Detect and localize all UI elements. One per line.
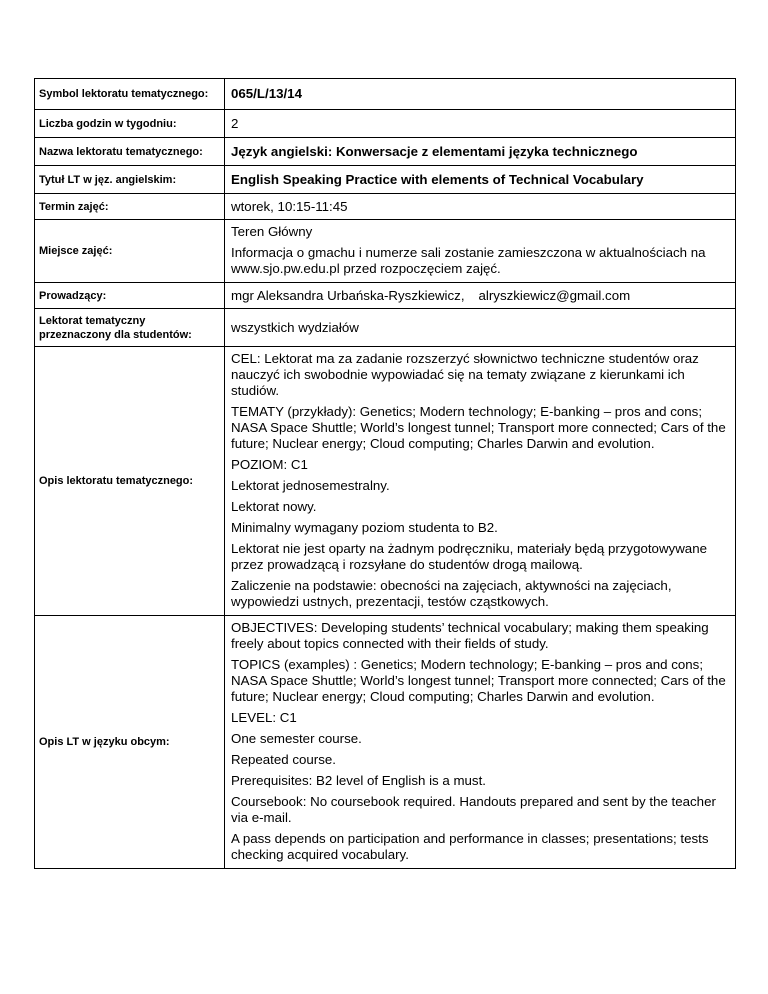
description-paragraph: Zaliczenie na podstawie: obecności na zajęciach, aktywności na zajęciach, wypowiedzi ustnych, prezentacji, testów cząstkowych. <box>231 578 672 609</box>
row-description-en <box>35 616 736 869</box>
row-description-pl <box>35 347 736 616</box>
label-description-en: Opis LT w języku obcym: <box>35 616 225 869</box>
label-description-pl: Opis lektoratu tematycznego: <box>35 347 225 616</box>
description-paragraph: POZIOM: C1 <box>231 457 308 472</box>
description-paragraph: Lektorat jednosemestralny. <box>231 478 390 493</box>
description-paragraph: Coursebook: No coursebook required. Handouts prepared and sent by the teacher via e-mail. <box>231 794 716 825</box>
description-paragraph: Repeated course. <box>231 752 336 767</box>
description-paragraph: One semester course. <box>231 731 362 746</box>
row-hours <box>35 110 736 138</box>
label-hours: Liczba godzin w tygodniu: <box>35 110 225 138</box>
description-paragraph: Prerequisites: B2 level of English is a must. <box>231 773 486 788</box>
value-name: Język angielski: Konwersacje z elementami języka technicznego <box>225 138 736 166</box>
value-teacher <box>225 283 736 309</box>
value-description-pl <box>225 347 736 616</box>
value-symbol: 065/L/13/14 <box>225 79 736 110</box>
label-title-en: Tytuł LT w jęz. angielskim: <box>35 166 225 194</box>
value-term: wtorek, 10:15-11:45 <box>225 194 736 220</box>
course-info-table <box>34 78 736 869</box>
description-paragraph: LEVEL: C1 <box>231 710 297 725</box>
description-paragraph: A pass depends on participation and performance in classes; presentations; tests checking acquired vocabulary. <box>231 831 709 862</box>
row-title-en <box>35 166 736 194</box>
description-paragraph: TOPICS (examples) : Genetics; Modern technology; E-banking – pros and cons; NASA Space Shuttle; World’s longest tunnel; Transport more connected; Cars of the future; Nuclear energy; Cloud computing; Charles Darwin and evolution. <box>231 657 726 704</box>
description-paragraph: Lektorat nie jest oparty na żadnym podręczniku, materiały będą przygotowywane przez prowadzącą i rozsyłane do studentów drogą mailową. <box>231 541 707 572</box>
description-paragraph: CEL: Lektorat ma za zadanie rozszerzyć słownictwo techniczne studentów oraz nauczyć ich swobodnie wypowiadać się na tematy związane z kierunkami ich studiów. <box>231 351 699 398</box>
label-term: Termin zajęć: <box>35 194 225 220</box>
row-term <box>35 194 736 220</box>
description-paragraph: Minimalny wymagany poziom studenta to B2. <box>231 520 498 535</box>
label-audience: Lektorat tematyczny przeznaczony dla studentów: <box>35 309 225 347</box>
teacher-email: alryszkiewicz@gmail.com <box>478 287 631 303</box>
value-title-en: English Speaking Practice with elements of Technical Vocabulary <box>225 166 736 194</box>
place-line: Teren Główny <box>231 224 313 239</box>
description-paragraph: TEMATY (przykłady): Genetics; Modern technology; E-banking – pros and cons; NASA Space Shuttle; World’s longest tunnel; Transport more connected; Cars of the future; Nuclear energy; Cloud computing; Charles Darwin and evolution. <box>231 404 726 451</box>
row-name <box>35 138 736 166</box>
row-audience <box>35 309 736 347</box>
row-symbol <box>35 79 736 110</box>
label-teacher: Prowadzący: <box>35 283 225 309</box>
label-name: Nazwa lektoratu tematycznego: <box>35 138 225 166</box>
label-place: Miejsce zajęć: <box>35 220 225 283</box>
description-paragraph: OBJECTIVES: Developing students’ technical vocabulary; making them speaking freely about topics connected with their fields of study. <box>231 620 709 651</box>
row-place <box>35 220 736 283</box>
value-hours: 2 <box>225 110 736 138</box>
description-paragraph: Lektorat nowy. <box>231 499 317 514</box>
value-audience: wszystkich wydziałów <box>225 309 736 347</box>
value-place <box>225 220 736 283</box>
label-symbol: Symbol lektoratu tematycznego: <box>35 79 225 110</box>
place-line: Informacja o gmachu i numerze sali zostanie zamieszczona w aktualnościach na www.sjo.pw.edu.pl przed rozpoczęciem zajęć. <box>231 245 706 276</box>
row-teacher <box>35 283 736 309</box>
teacher-name: mgr Aleksandra Urbańska-Ryszkiewicz, <box>231 287 465 303</box>
value-description-en <box>225 616 736 869</box>
